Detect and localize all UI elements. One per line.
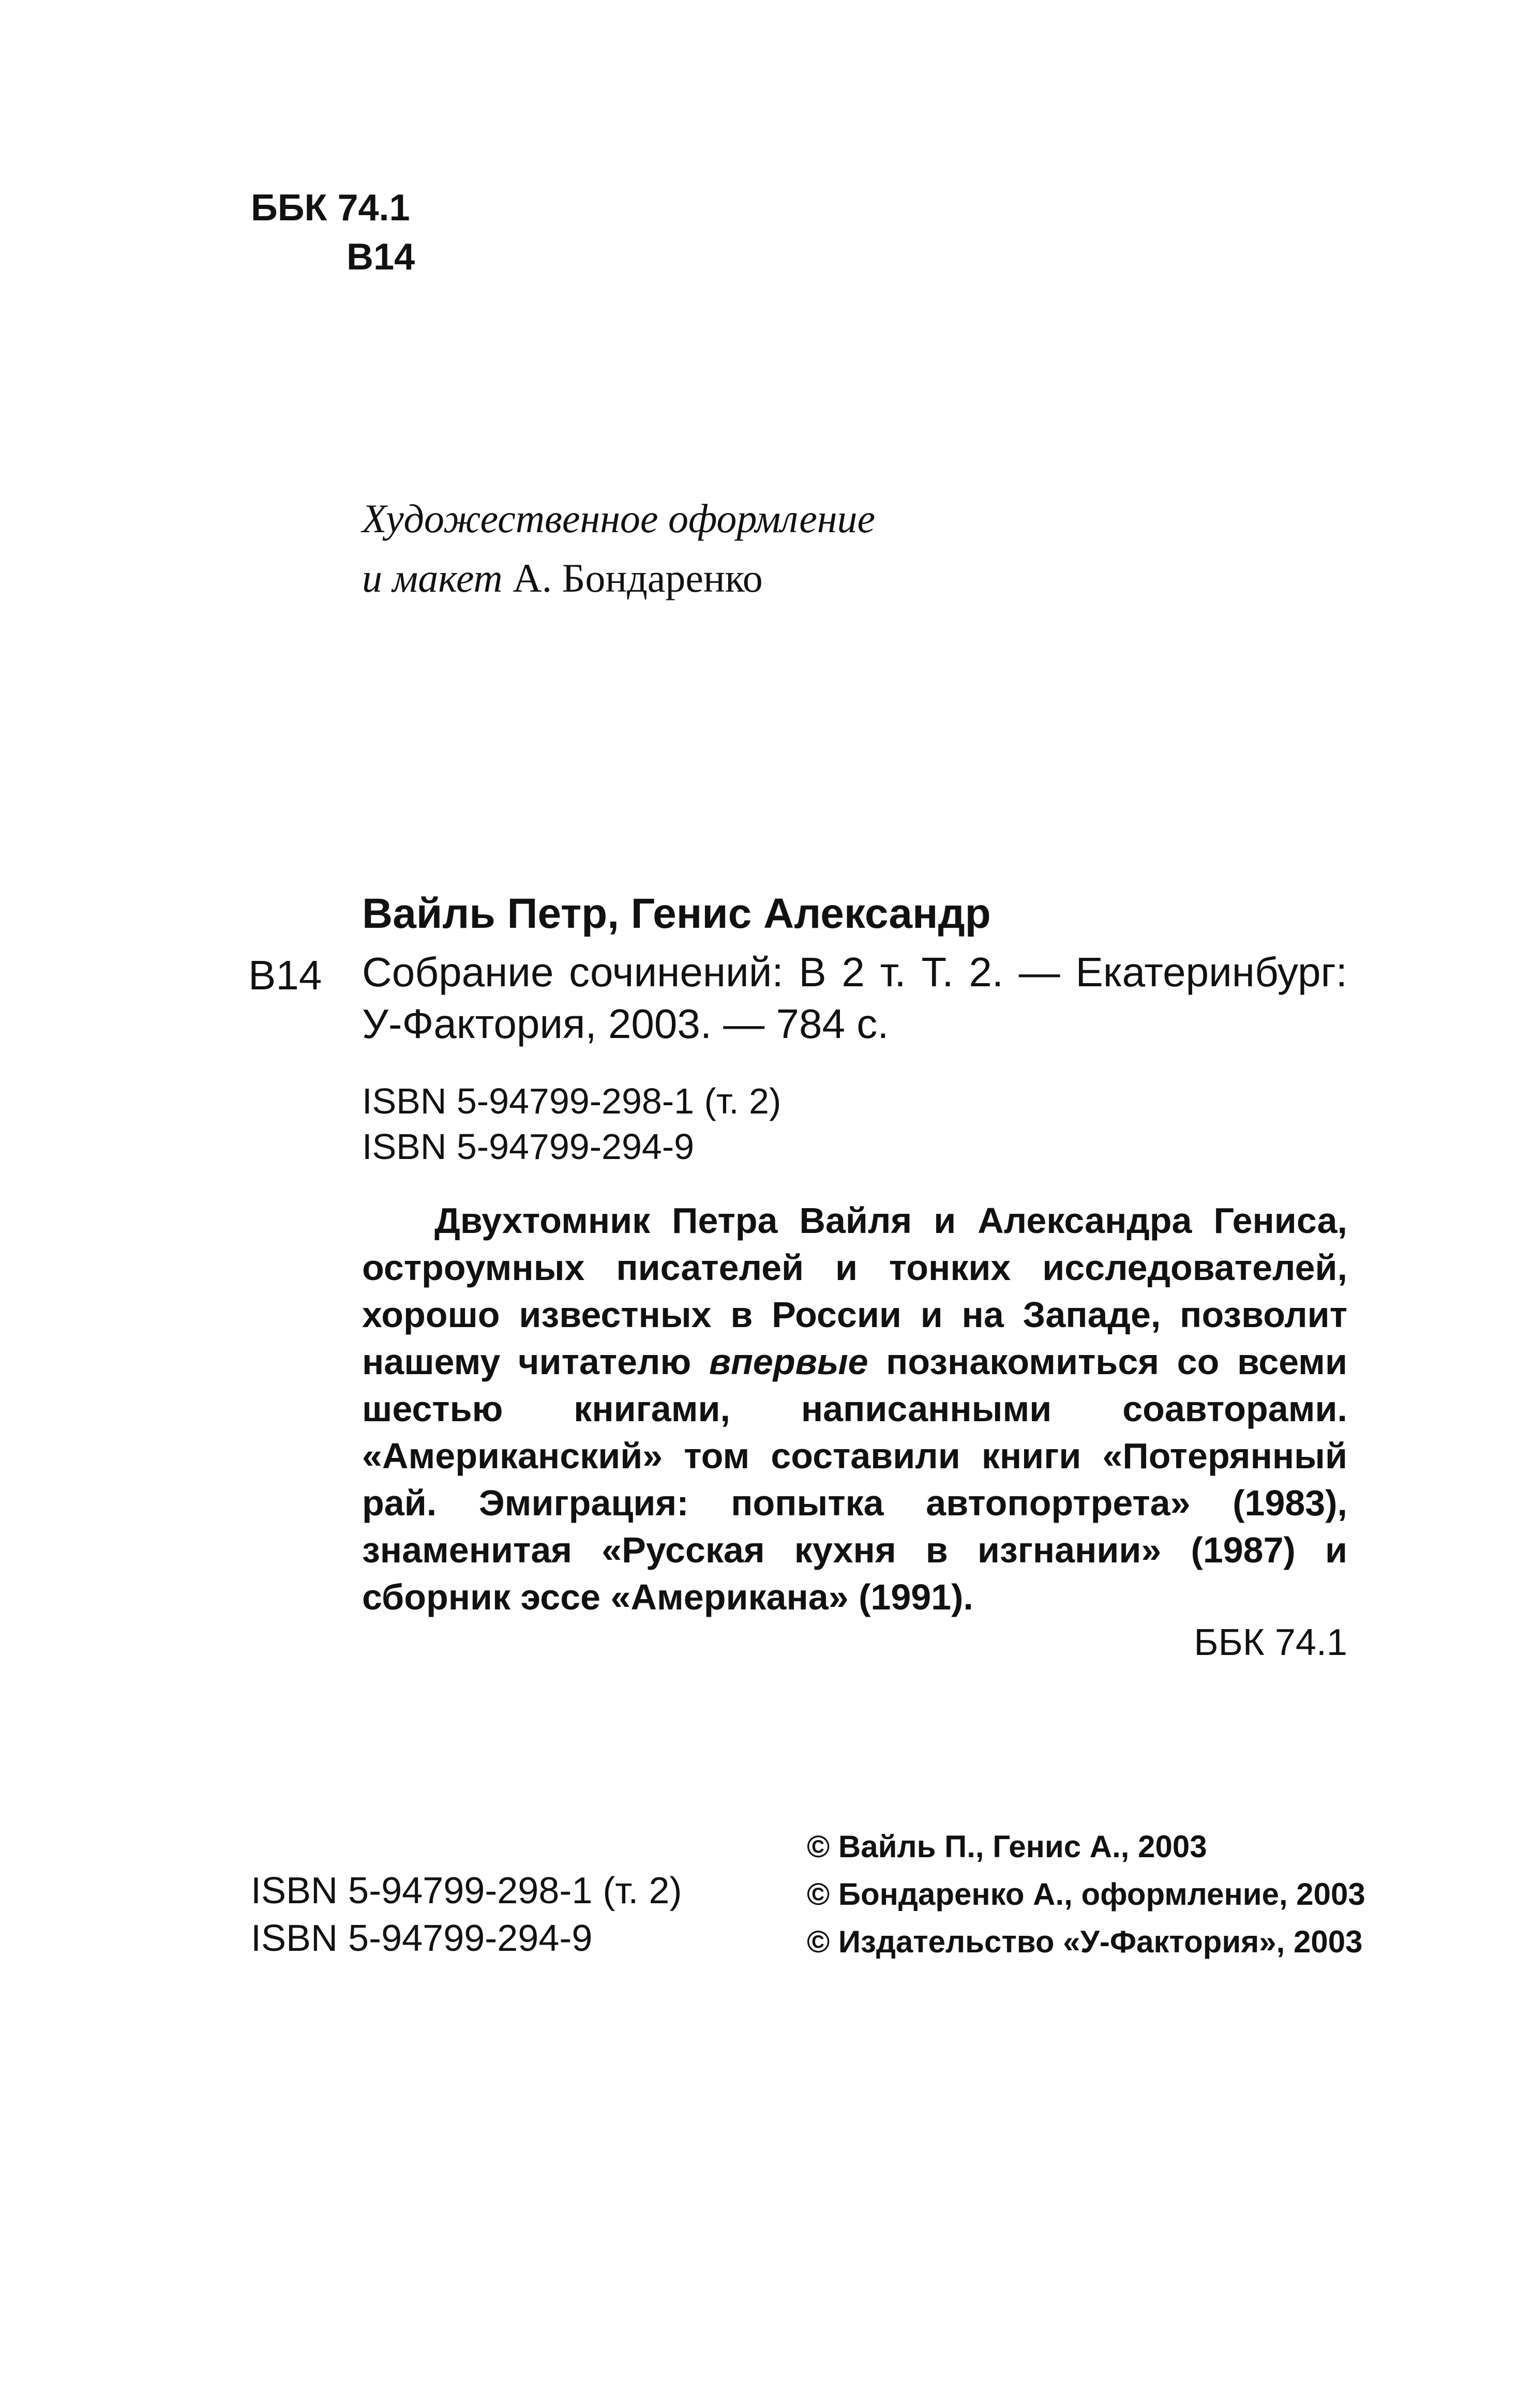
annotation-text-1: Двухтомник Петра Вайля и Александра Гениса, остроумных писателей и тонких исследователей, хорошо известных в России и на Западе, позволит нашему читателю xyxy=(362,1200,1347,1382)
copyright-block xyxy=(807,1823,1365,1966)
bibliographic-description: Собрание сочинений: В 2 т. Т. 2. — Екатеринбург: У-Фактория, 2003. — 784 с. xyxy=(362,949,1347,1047)
isbn-set: ISBN 5-94799-294-9 xyxy=(362,1126,695,1167)
copyright-publisher: © Издательство «У-Фактория», 2003 xyxy=(807,1924,1363,1959)
bbk-classification: ББК 74.1 xyxy=(251,187,410,229)
credit-role-line2: и макет xyxy=(362,555,503,600)
call-number: В14 xyxy=(248,952,322,998)
annotation-emphasis: впервые xyxy=(709,1342,868,1382)
credit-role-line1: Художественное оформление xyxy=(362,496,876,541)
isbn-block-bottom xyxy=(251,1867,682,1962)
bbk-code-right: ББК 74.1 xyxy=(1194,1622,1347,1663)
isbn-set-bottom: ISBN 5-94799-294-9 xyxy=(251,1918,593,1959)
design-credit xyxy=(362,489,875,608)
annotation-text-2: познакомиться со всеми шестью книгами, написанными соавторами. «Американский» том составили книги «Потерянный рай. Эмиграция: попытка автопортрета» (1983), знаменитая «Русская кухня в изгнании» (1987) и сборник эссе «Американа» (1991). xyxy=(362,1342,1347,1617)
authors-heading: Вайль Петр, Генис Александр xyxy=(362,890,991,937)
bbk-code-top xyxy=(251,184,415,282)
isbn-volume-bottom: ISBN 5-94799-298-1 (т. 2) xyxy=(251,1870,682,1912)
annotation-paragraph xyxy=(362,1197,1347,1621)
isbn-volume: ISBN 5-94799-298-1 (т. 2) xyxy=(362,1081,781,1121)
copyright-design: © Бондаренко А., оформление, 2003 xyxy=(807,1877,1365,1912)
copyright-authors: © Вайль П., Генис А., 2003 xyxy=(807,1829,1207,1864)
isbn-block-middle xyxy=(362,1078,781,1169)
author-sign: В14 xyxy=(347,236,415,278)
credit-designer-name: А. Бондаренко xyxy=(502,555,763,600)
